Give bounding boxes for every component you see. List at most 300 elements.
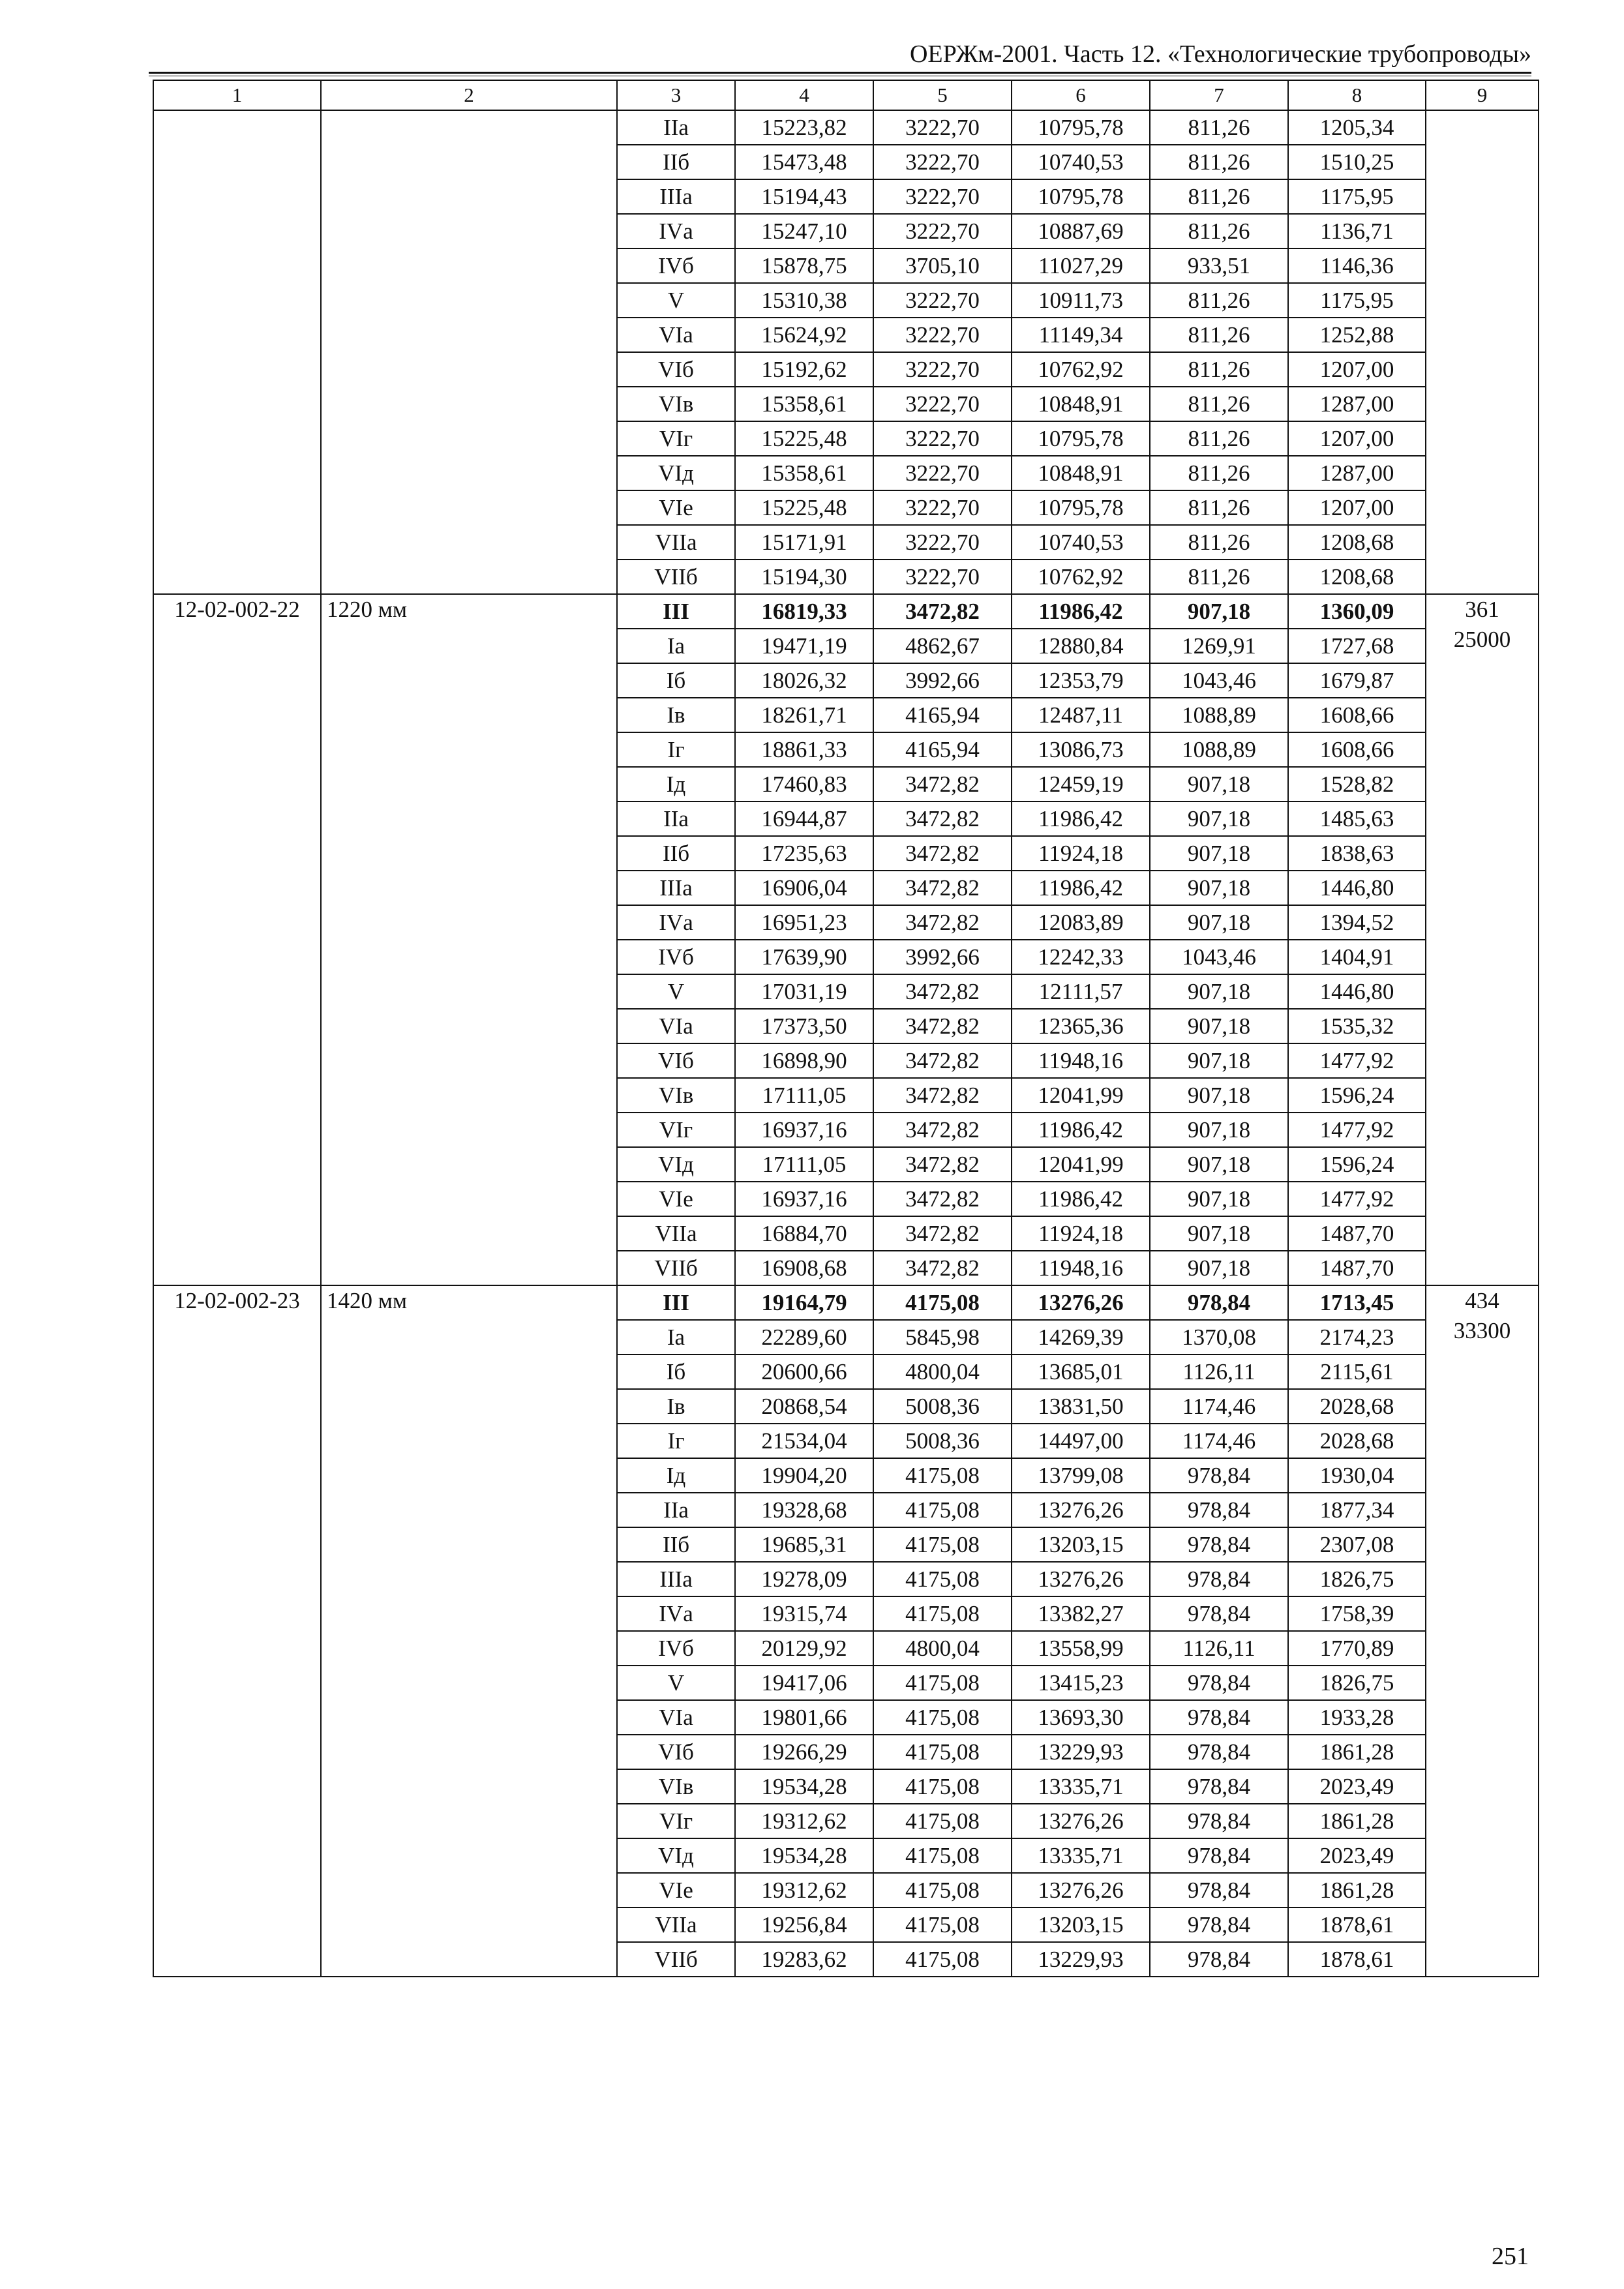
value-cell-col6: 11986,42 <box>1012 1113 1150 1147</box>
value-cell-col6: 13693,30 <box>1012 1700 1150 1735</box>
value-cell-col4: 17460,83 <box>735 767 873 801</box>
value-cell-col6: 11948,16 <box>1012 1251 1150 1285</box>
zone-cell: VIб <box>617 1043 735 1078</box>
value-cell-col8: 1596,24 <box>1288 1147 1426 1182</box>
value-cell-col7: 978,84 <box>1150 1942 1288 1977</box>
column-9-value: 434 <box>1465 1288 1499 1313</box>
value-cell-col7: 907,18 <box>1150 1182 1288 1216</box>
value-cell-col6: 13335,71 <box>1012 1769 1150 1804</box>
zone-cell: VIIа <box>617 1908 735 1942</box>
value-cell-col4: 17373,50 <box>735 1009 873 1043</box>
column-number-3: 3 <box>617 80 735 110</box>
zone-cell: IIIа <box>617 871 735 905</box>
value-cell-col6: 10911,73 <box>1012 283 1150 318</box>
value-cell-col4: 19312,62 <box>735 1873 873 1908</box>
value-cell-col4: 15624,92 <box>735 318 873 352</box>
value-cell-col4: 15473,48 <box>735 145 873 179</box>
value-cell-col8: 1487,70 <box>1288 1216 1426 1251</box>
value-cell-col8: 1404,91 <box>1288 940 1426 974</box>
value-cell-col8: 1136,71 <box>1288 214 1426 248</box>
column-number-9: 9 <box>1426 80 1539 110</box>
value-cell-col5: 4175,08 <box>873 1666 1012 1700</box>
value-cell-col5: 3472,82 <box>873 1043 1012 1078</box>
value-cell-col7: 907,18 <box>1150 1147 1288 1182</box>
value-cell-col6: 11986,42 <box>1012 801 1150 836</box>
value-cell-col6: 12880,84 <box>1012 629 1150 663</box>
value-cell-col5: 4175,08 <box>873 1942 1012 1977</box>
zone-cell: VIIа <box>617 525 735 560</box>
value-cell-col7: 907,18 <box>1150 1043 1288 1078</box>
table-body <box>153 110 1539 1977</box>
column-number-row <box>153 80 1539 110</box>
column-number-6: 6 <box>1012 80 1150 110</box>
value-cell-col5: 4175,08 <box>873 1493 1012 1527</box>
value-cell-col8: 2028,68 <box>1288 1424 1426 1458</box>
value-cell-col4: 15225,48 <box>735 490 873 525</box>
value-cell-col7: 811,26 <box>1150 456 1288 490</box>
zone-cell: VIа <box>617 1009 735 1043</box>
value-cell-col5: 4175,08 <box>873 1769 1012 1804</box>
value-cell-col7: 907,18 <box>1150 871 1288 905</box>
value-cell-col4: 19471,19 <box>735 629 873 663</box>
zone-cell: VIб <box>617 1735 735 1769</box>
zone-cell: IVб <box>617 940 735 974</box>
value-cell-col7: 811,26 <box>1150 560 1288 594</box>
zone-cell: IIа <box>617 110 735 145</box>
value-cell-col7: 1174,46 <box>1150 1389 1288 1424</box>
value-cell-col5: 3222,70 <box>873 421 1012 456</box>
value-cell-col4: 16944,87 <box>735 801 873 836</box>
value-cell-col8: 1826,75 <box>1288 1666 1426 1700</box>
value-cell-col6: 13276,26 <box>1012 1285 1150 1320</box>
zone-cell: VIа <box>617 1700 735 1735</box>
value-cell-col6: 13276,26 <box>1012 1493 1150 1527</box>
value-cell-col7: 978,84 <box>1150 1562 1288 1596</box>
value-cell-col7: 907,18 <box>1150 1078 1288 1113</box>
value-cell-col5: 4175,08 <box>873 1700 1012 1735</box>
value-cell-col6: 11149,34 <box>1012 318 1150 352</box>
value-cell-col7: 978,84 <box>1150 1838 1288 1873</box>
value-cell-col4: 19534,28 <box>735 1838 873 1873</box>
value-cell-col7: 978,84 <box>1150 1493 1288 1527</box>
value-cell-col6: 10795,78 <box>1012 110 1150 145</box>
zone-cell: VIе <box>617 1182 735 1216</box>
value-cell-col6: 11986,42 <box>1012 871 1150 905</box>
column-number-2: 2 <box>321 80 617 110</box>
value-cell-col8: 1838,63 <box>1288 836 1426 871</box>
zone-cell: IIIа <box>617 1562 735 1596</box>
column-9-value: 33300 <box>1453 1318 1511 1343</box>
value-cell-col7: 978,84 <box>1150 1700 1288 1735</box>
value-cell-col5: 3472,82 <box>873 767 1012 801</box>
value-cell-col6: 13229,93 <box>1012 1735 1150 1769</box>
column-9-value: 25000 <box>1453 627 1511 652</box>
value-cell-col6: 10848,91 <box>1012 456 1150 490</box>
value-cell-col6: 12242,33 <box>1012 940 1150 974</box>
value-cell-col7: 907,18 <box>1150 594 1288 629</box>
value-cell-col4: 16951,23 <box>735 905 873 940</box>
value-cell-col4: 16937,16 <box>735 1113 873 1147</box>
value-cell-col6: 11986,42 <box>1012 594 1150 629</box>
zone-cell: VIв <box>617 1078 735 1113</box>
value-cell-col5: 3222,70 <box>873 387 1012 421</box>
value-cell-col4: 16908,68 <box>735 1251 873 1285</box>
column-9-cell <box>1426 110 1539 594</box>
value-cell-col6: 11924,18 <box>1012 836 1150 871</box>
value-cell-col7: 811,26 <box>1150 110 1288 145</box>
value-cell-col6: 13382,27 <box>1012 1596 1150 1631</box>
value-cell-col8: 1535,32 <box>1288 1009 1426 1043</box>
value-cell-col5: 4175,08 <box>873 1804 1012 1838</box>
value-cell-col5: 4800,04 <box>873 1354 1012 1389</box>
value-cell-col8: 2115,61 <box>1288 1354 1426 1389</box>
value-cell-col8: 1596,24 <box>1288 1078 1426 1113</box>
value-cell-col4: 18261,71 <box>735 698 873 732</box>
value-cell-col5: 3472,82 <box>873 801 1012 836</box>
column-9-value: 361 <box>1465 597 1499 622</box>
value-cell-col8: 1878,61 <box>1288 1942 1426 1977</box>
zone-cell: V <box>617 283 735 318</box>
value-cell-col8: 1608,66 <box>1288 732 1426 767</box>
value-cell-col7: 811,26 <box>1150 387 1288 421</box>
value-cell-col7: 978,84 <box>1150 1527 1288 1562</box>
value-cell-col4: 15310,38 <box>735 283 873 318</box>
column-number-8: 8 <box>1288 80 1426 110</box>
value-cell-col7: 907,18 <box>1150 836 1288 871</box>
value-cell-col5: 3222,70 <box>873 456 1012 490</box>
value-cell-col5: 4165,94 <box>873 698 1012 732</box>
value-cell-col7: 811,26 <box>1150 283 1288 318</box>
value-cell-col5: 4165,94 <box>873 732 1012 767</box>
value-cell-col5: 3472,82 <box>873 905 1012 940</box>
value-cell-col8: 1207,00 <box>1288 490 1426 525</box>
value-cell-col4: 15358,61 <box>735 456 873 490</box>
rate-name-cell: 1420 мм <box>321 1285 617 1977</box>
value-cell-col5: 3222,70 <box>873 352 1012 387</box>
value-cell-col4: 19315,74 <box>735 1596 873 1631</box>
value-cell-col6: 13229,93 <box>1012 1942 1150 1977</box>
value-cell-col6: 13685,01 <box>1012 1354 1150 1389</box>
zone-cell: VIIб <box>617 560 735 594</box>
value-cell-col8: 1861,28 <box>1288 1873 1426 1908</box>
value-cell-col6: 12041,99 <box>1012 1078 1150 1113</box>
value-cell-col4: 19904,20 <box>735 1458 873 1493</box>
value-cell-col7: 978,84 <box>1150 1735 1288 1769</box>
value-cell-col8: 1477,92 <box>1288 1182 1426 1216</box>
zone-cell: Iг <box>617 732 735 767</box>
value-cell-col8: 1146,36 <box>1288 248 1426 283</box>
rate-code-cell: 12-02-002-23 <box>153 1285 321 1977</box>
value-cell-col4: 15878,75 <box>735 248 873 283</box>
value-cell-col5: 4175,08 <box>873 1527 1012 1562</box>
value-cell-col5: 3222,70 <box>873 490 1012 525</box>
value-cell-col8: 1861,28 <box>1288 1804 1426 1838</box>
zone-cell: Iд <box>617 1458 735 1493</box>
value-cell-col8: 1878,61 <box>1288 1908 1426 1942</box>
zone-cell: Iа <box>617 1320 735 1354</box>
value-cell-col6: 13558,99 <box>1012 1631 1150 1666</box>
value-cell-col5: 3992,66 <box>873 663 1012 698</box>
value-cell-col8: 1727,68 <box>1288 629 1426 663</box>
value-cell-col5: 4175,08 <box>873 1596 1012 1631</box>
value-cell-col7: 1370,08 <box>1150 1320 1288 1354</box>
value-cell-col7: 978,84 <box>1150 1908 1288 1942</box>
value-cell-col5: 3222,70 <box>873 145 1012 179</box>
value-cell-col8: 1287,00 <box>1288 456 1426 490</box>
value-cell-col4: 15225,48 <box>735 421 873 456</box>
value-cell-col6: 10762,92 <box>1012 560 1150 594</box>
zone-cell: VIг <box>617 1804 735 1838</box>
value-cell-col4: 15247,10 <box>735 214 873 248</box>
zone-cell: IIIа <box>617 179 735 214</box>
value-cell-col7: 811,26 <box>1150 145 1288 179</box>
value-cell-col7: 811,26 <box>1150 421 1288 456</box>
zone-cell: Iв <box>617 1389 735 1424</box>
zone-cell: VIд <box>617 456 735 490</box>
zone-cell: III <box>617 1285 735 1320</box>
value-cell-col5: 3472,82 <box>873 1009 1012 1043</box>
value-cell-col5: 4175,08 <box>873 1458 1012 1493</box>
value-cell-col5: 3472,82 <box>873 1182 1012 1216</box>
value-cell-col4: 18026,32 <box>735 663 873 698</box>
value-cell-col5: 4800,04 <box>873 1631 1012 1666</box>
column-number-5: 5 <box>873 80 1012 110</box>
zone-cell: VIе <box>617 1873 735 1908</box>
table-row <box>153 1285 1539 1320</box>
value-cell-col8: 1175,95 <box>1288 283 1426 318</box>
value-cell-col7: 1088,89 <box>1150 698 1288 732</box>
value-cell-col5: 3222,70 <box>873 318 1012 352</box>
value-cell-col5: 4175,08 <box>873 1873 1012 1908</box>
zone-cell: VIг <box>617 421 735 456</box>
value-cell-col5: 3222,70 <box>873 214 1012 248</box>
value-cell-col4: 19256,84 <box>735 1908 873 1942</box>
value-cell-col5: 4175,08 <box>873 1562 1012 1596</box>
value-cell-col6: 13276,26 <box>1012 1804 1150 1838</box>
value-cell-col4: 22289,60 <box>735 1320 873 1354</box>
value-cell-col7: 1269,91 <box>1150 629 1288 663</box>
value-cell-col7: 978,84 <box>1150 1769 1288 1804</box>
value-cell-col7: 907,18 <box>1150 974 1288 1009</box>
value-cell-col7: 978,84 <box>1150 1873 1288 1908</box>
value-cell-col4: 17031,19 <box>735 974 873 1009</box>
zone-cell: VIе <box>617 490 735 525</box>
zone-cell: IVб <box>617 248 735 283</box>
value-cell-col6: 12083,89 <box>1012 905 1150 940</box>
value-cell-col4: 20868,54 <box>735 1389 873 1424</box>
value-cell-col6: 13276,26 <box>1012 1562 1150 1596</box>
value-cell-col5: 3472,82 <box>873 1147 1012 1182</box>
value-cell-col7: 978,84 <box>1150 1666 1288 1700</box>
value-cell-col5: 4175,08 <box>873 1285 1012 1320</box>
value-cell-col7: 907,18 <box>1150 1251 1288 1285</box>
table-row <box>153 110 1539 145</box>
value-cell-col4: 19328,68 <box>735 1493 873 1527</box>
value-cell-col6: 13831,50 <box>1012 1389 1150 1424</box>
value-cell-col5: 3472,82 <box>873 836 1012 871</box>
value-cell-col6: 12353,79 <box>1012 663 1150 698</box>
value-cell-col8: 1477,92 <box>1288 1043 1426 1078</box>
value-cell-col4: 17639,90 <box>735 940 873 974</box>
value-cell-col6: 12365,36 <box>1012 1009 1150 1043</box>
value-cell-col8: 1930,04 <box>1288 1458 1426 1493</box>
value-cell-col8: 1758,39 <box>1288 1596 1426 1631</box>
value-cell-col6: 13203,15 <box>1012 1908 1150 1942</box>
value-cell-col5: 3472,82 <box>873 1251 1012 1285</box>
value-cell-col7: 811,26 <box>1150 179 1288 214</box>
value-cell-col8: 1826,75 <box>1288 1562 1426 1596</box>
value-cell-col8: 1208,68 <box>1288 560 1426 594</box>
value-cell-col8: 1861,28 <box>1288 1735 1426 1769</box>
value-cell-col7: 1174,46 <box>1150 1424 1288 1458</box>
value-cell-col8: 1877,34 <box>1288 1493 1426 1527</box>
value-cell-col4: 19278,09 <box>735 1562 873 1596</box>
value-cell-col6: 14497,00 <box>1012 1424 1150 1458</box>
value-cell-col8: 1207,00 <box>1288 421 1426 456</box>
zone-cell: IVа <box>617 905 735 940</box>
value-cell-col7: 978,84 <box>1150 1285 1288 1320</box>
value-cell-col5: 3222,70 <box>873 525 1012 560</box>
value-cell-col4: 16819,33 <box>735 594 873 629</box>
value-cell-col4: 19801,66 <box>735 1700 873 1735</box>
value-cell-col8: 1207,00 <box>1288 352 1426 387</box>
rate-code-cell: 12-02-002-22 <box>153 594 321 1285</box>
value-cell-col6: 10740,53 <box>1012 525 1150 560</box>
value-cell-col6: 11924,18 <box>1012 1216 1150 1251</box>
value-cell-col8: 1208,68 <box>1288 525 1426 560</box>
column-9-cell <box>1426 594 1539 1285</box>
value-cell-col4: 19164,79 <box>735 1285 873 1320</box>
value-cell-col6: 12459,19 <box>1012 767 1150 801</box>
zone-cell: V <box>617 974 735 1009</box>
zone-cell: IIб <box>617 1527 735 1562</box>
value-cell-col5: 3222,70 <box>873 179 1012 214</box>
value-cell-col4: 15223,82 <box>735 110 873 145</box>
value-cell-col5: 3472,82 <box>873 1113 1012 1147</box>
value-cell-col8: 1360,09 <box>1288 594 1426 629</box>
value-cell-col8: 1287,00 <box>1288 387 1426 421</box>
value-cell-col6: 10795,78 <box>1012 490 1150 525</box>
zone-cell: VIа <box>617 318 735 352</box>
value-cell-col8: 1713,45 <box>1288 1285 1426 1320</box>
value-cell-col5: 3472,82 <box>873 871 1012 905</box>
value-cell-col4: 19283,62 <box>735 1942 873 1977</box>
value-cell-col4: 19266,29 <box>735 1735 873 1769</box>
value-cell-col7: 907,18 <box>1150 905 1288 940</box>
value-cell-col7: 907,18 <box>1150 1113 1288 1147</box>
value-cell-col8: 1679,87 <box>1288 663 1426 698</box>
column-number-7: 7 <box>1150 80 1288 110</box>
value-cell-col4: 15194,43 <box>735 179 873 214</box>
value-cell-col6: 13086,73 <box>1012 732 1150 767</box>
value-cell-col4: 16884,70 <box>735 1216 873 1251</box>
value-cell-col6: 13203,15 <box>1012 1527 1150 1562</box>
value-cell-col4: 19534,28 <box>735 1769 873 1804</box>
zone-cell: VIIб <box>617 1942 735 1977</box>
value-cell-col5: 3222,70 <box>873 110 1012 145</box>
zone-cell: IIб <box>617 145 735 179</box>
value-cell-col5: 5008,36 <box>873 1424 1012 1458</box>
column-number-4: 4 <box>735 80 873 110</box>
zone-cell: Iг <box>617 1424 735 1458</box>
value-cell-col5: 3222,70 <box>873 560 1012 594</box>
value-cell-col4: 15194,30 <box>735 560 873 594</box>
zone-cell: IVб <box>617 1631 735 1666</box>
value-cell-col5: 5008,36 <box>873 1389 1012 1424</box>
value-cell-col5: 4175,08 <box>873 1735 1012 1769</box>
zone-cell: VIб <box>617 352 735 387</box>
value-cell-col4: 15171,91 <box>735 525 873 560</box>
zone-cell: III <box>617 594 735 629</box>
value-cell-col8: 1528,82 <box>1288 767 1426 801</box>
value-cell-col6: 10795,78 <box>1012 179 1150 214</box>
value-cell-col7: 811,26 <box>1150 490 1288 525</box>
value-cell-col4: 15358,61 <box>735 387 873 421</box>
value-cell-col6: 12111,57 <box>1012 974 1150 1009</box>
value-cell-col8: 1477,92 <box>1288 1113 1426 1147</box>
value-cell-col8: 2023,49 <box>1288 1769 1426 1804</box>
value-cell-col8: 1608,66 <box>1288 698 1426 732</box>
value-cell-col4: 20600,66 <box>735 1354 873 1389</box>
value-cell-col8: 2174,23 <box>1288 1320 1426 1354</box>
value-cell-col7: 1043,46 <box>1150 940 1288 974</box>
value-cell-col4: 19685,31 <box>735 1527 873 1562</box>
zone-cell: VIг <box>617 1113 735 1147</box>
value-cell-col8: 1485,63 <box>1288 801 1426 836</box>
zone-cell: IIб <box>617 836 735 871</box>
value-cell-col7: 907,18 <box>1150 767 1288 801</box>
value-cell-col5: 3705,10 <box>873 248 1012 283</box>
value-cell-col7: 978,84 <box>1150 1596 1288 1631</box>
value-cell-col4: 16937,16 <box>735 1182 873 1216</box>
value-cell-col8: 1446,80 <box>1288 974 1426 1009</box>
value-cell-col5: 5845,98 <box>873 1320 1012 1354</box>
value-cell-col4: 17111,05 <box>735 1147 873 1182</box>
zone-cell: IIа <box>617 801 735 836</box>
value-cell-col7: 907,18 <box>1150 801 1288 836</box>
value-cell-col6: 10740,53 <box>1012 145 1150 179</box>
value-cell-col6: 13415,23 <box>1012 1666 1150 1700</box>
value-cell-col4: 20129,92 <box>735 1631 873 1666</box>
value-cell-col8: 2023,49 <box>1288 1838 1426 1873</box>
value-cell-col8: 1394,52 <box>1288 905 1426 940</box>
value-cell-col4: 19312,62 <box>735 1804 873 1838</box>
value-cell-col7: 1126,11 <box>1150 1354 1288 1389</box>
value-cell-col8: 1487,70 <box>1288 1251 1426 1285</box>
rate-name-cell <box>321 110 617 594</box>
value-cell-col5: 3472,82 <box>873 1216 1012 1251</box>
value-cell-col5: 4175,08 <box>873 1838 1012 1873</box>
column-9-cell <box>1426 1285 1539 1977</box>
value-cell-col7: 978,84 <box>1150 1458 1288 1493</box>
value-cell-col6: 11986,42 <box>1012 1182 1150 1216</box>
value-cell-col8: 1933,28 <box>1288 1700 1426 1735</box>
value-cell-col5: 3992,66 <box>873 940 1012 974</box>
zone-cell: Iб <box>617 1354 735 1389</box>
value-cell-col7: 978,84 <box>1150 1804 1288 1838</box>
rate-name-cell: 1220 мм <box>321 594 617 1285</box>
value-cell-col7: 933,51 <box>1150 248 1288 283</box>
zone-cell: Iа <box>617 629 735 663</box>
value-cell-col8: 1205,34 <box>1288 110 1426 145</box>
value-cell-col4: 19417,06 <box>735 1666 873 1700</box>
value-cell-col7: 811,26 <box>1150 352 1288 387</box>
value-cell-col7: 1043,46 <box>1150 663 1288 698</box>
zone-cell: VIд <box>617 1838 735 1873</box>
zone-cell: IVа <box>617 214 735 248</box>
value-cell-col4: 16906,04 <box>735 871 873 905</box>
value-cell-col4: 17235,63 <box>735 836 873 871</box>
